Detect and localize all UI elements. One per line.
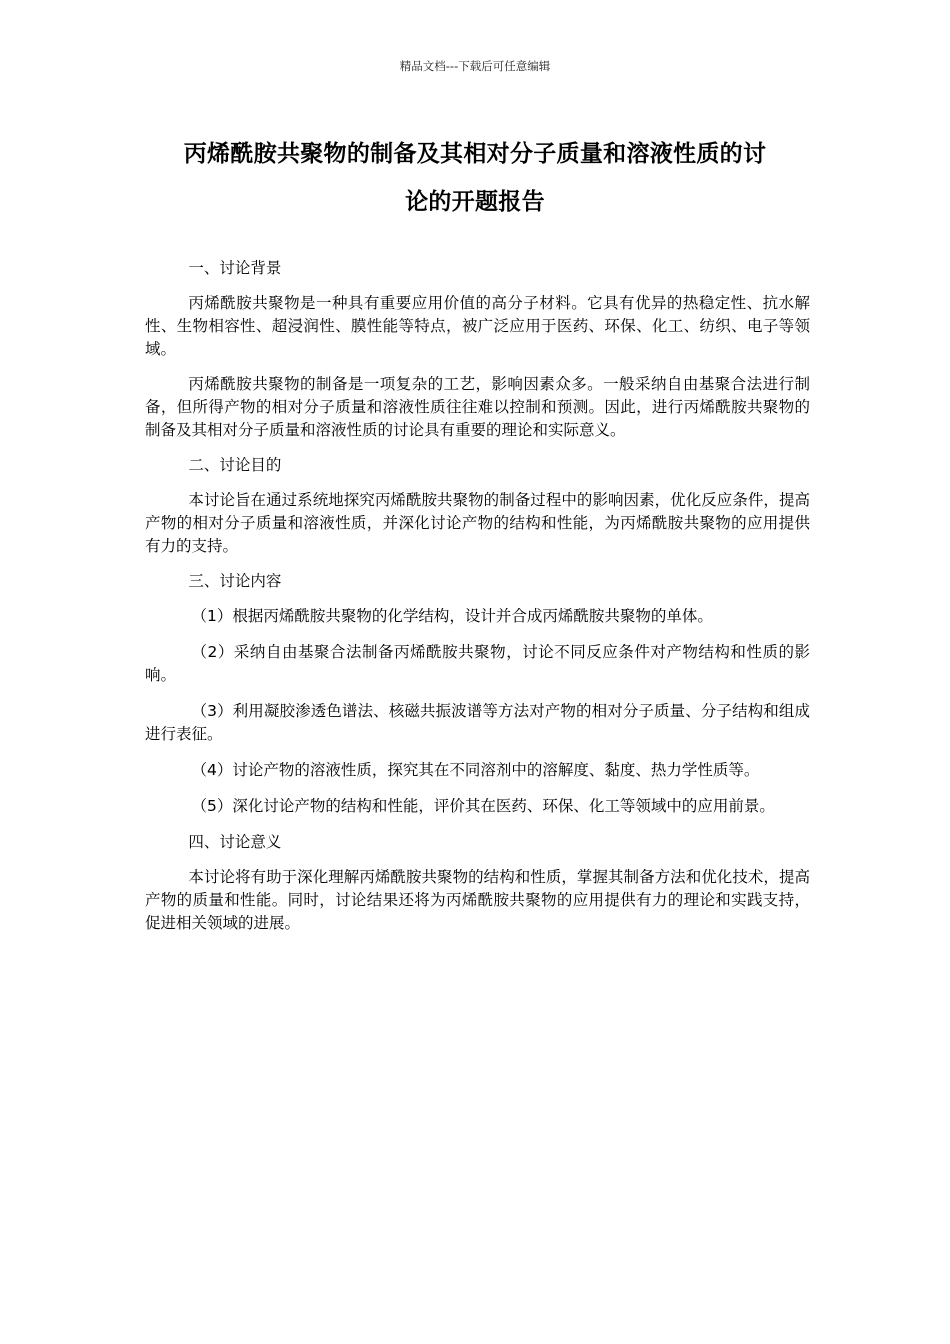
document-body [145,257,810,947]
section-heading-purpose: 二、讨论目的 [188,456,282,474]
section-heading-background: 一、讨论背景 [188,259,282,277]
list-item: （2）采纳自由基聚合法制备丙烯酰胺共聚物，讨论不同反应条件对产物结构和性质的影响。 [145,643,810,684]
paragraph: 丙烯酰胺共聚物的制备是一项复杂的工艺，影响因素众多。一般采纳自由基聚合法进行制备，但所得产物的相对分子质量和溶液性质往往难以控制和预测。因此，进行丙烯酰胺共聚物的制备及其相对分子质量和溶液性质的讨论具有重要的理论和实际意义。 [145,375,810,439]
paragraph: 本讨论旨在通过系统地探究丙烯酰胺共聚物的制备过程中的影响因素，优化反应条件，提高产物的相对分子质量和溶液性质，并深化讨论产物的结构和性能，为丙烯酰胺共聚物的应用提供有力的支持。 [145,491,810,555]
paragraph: 丙烯酰胺共聚物是一种具有重要应用价值的高分子材料。它具有优异的热稳定性、抗水解性、生物相容性、超浸润性、膜性能等特点，被广泛应用于医药、环保、化工、纺织、电子等领域。 [145,294,810,358]
section-heading-significance: 四、讨论意义 [188,833,282,851]
paragraph: 本讨论将有助于深化理解丙烯酰胺共聚物的结构和性质，掌握其制备方法和优化技术，提高产物的质量和性能。同时，讨论结果还将为丙烯酰胺共聚物的应用提供有力的理论和实践支持，促进相关领域的进展。 [145,868,810,932]
list-item: （1）根据丙烯酰胺共聚物的化学结构，设计并合成丙烯酰胺共聚物的单体。 [191,607,713,625]
list-item: （4）讨论产物的溶液性质，探究其在不同溶剂中的溶解度、黏度、热力学性质等。 [191,761,760,779]
list-item: （5）深化讨论产物的结构和性能，评价其在医药、环保、化工等领域中的应用前景。 [191,797,775,815]
section-heading-content: 三、讨论内容 [188,572,282,590]
document-title [145,130,805,226]
title-line-2: 论的开题报告 [405,189,545,215]
list-item: （3）利用凝胶渗透色谱法、核磁共振波谱等方法对产物的相对分子质量、分子结构和组成进行表征。 [145,702,810,743]
header-note: 精品文档---下载后可任意编辑 [399,59,551,73]
title-line-1: 丙烯酰胺共聚物的制备及其相对分子质量和溶液性质的讨 [183,141,767,167]
